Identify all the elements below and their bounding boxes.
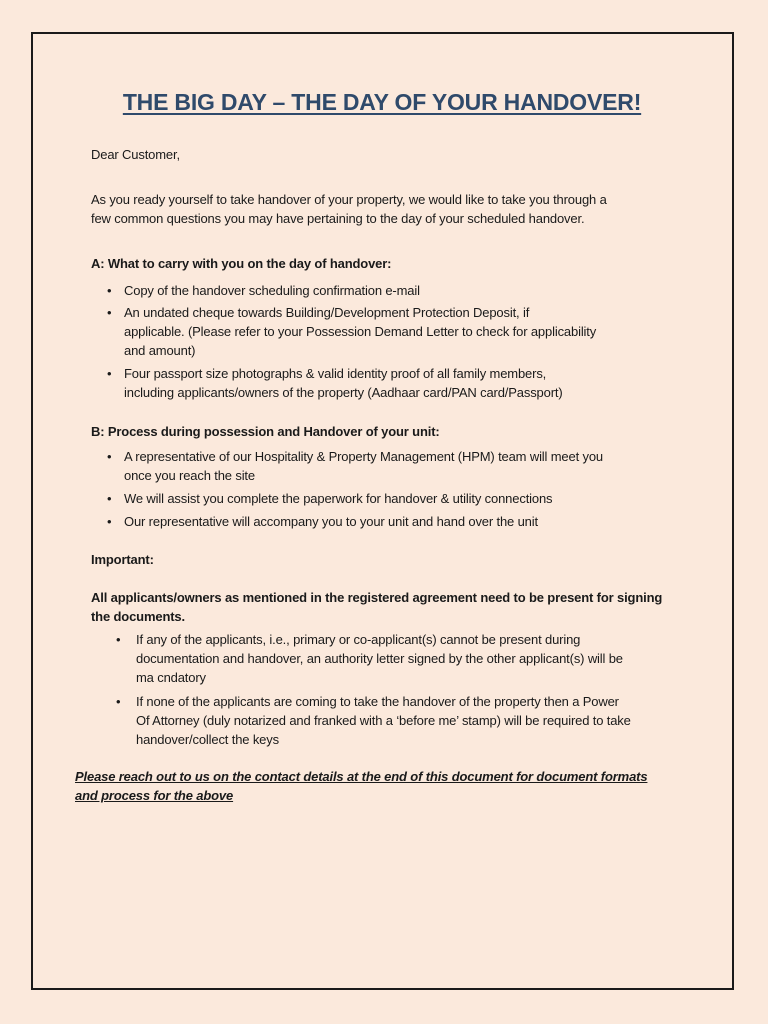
section-a-item-1: Copy of the handover scheduling confirmation e-mail (124, 283, 420, 298)
important-item-2-line-2: Of Attorney (duly notarized and franked with a ‘before me’ stamp) will be required to take (136, 713, 631, 728)
bullet-icon: • (116, 694, 121, 709)
important-statement-line-1: All applicants/owners as mentioned in the registered agreement need to be present for signing (91, 590, 663, 605)
bullet-icon: • (116, 632, 121, 647)
document-title: THE BIG DAY – THE DAY OF YOUR HANDOVER! (122, 89, 642, 115)
bullet-icon: • (107, 305, 112, 320)
bullet-icon: • (107, 366, 112, 381)
greeting: Dear Customer, (91, 147, 180, 162)
important-item-2-line-3: handover/collect the keys (136, 732, 279, 747)
bullet-icon: • (107, 283, 112, 298)
bullet-icon: • (107, 491, 112, 506)
important-item-2-line-1: If none of the applicants are coming to take the handover of the property then a Power (136, 694, 619, 709)
intro-line-2: few common questions you may have pertaining to the day of your scheduled handover. (91, 211, 585, 226)
section-b-item-2: We will assist you complete the paperwork for handover & utility connections (124, 491, 553, 506)
bullet-icon: • (107, 449, 112, 464)
important-item-1-line-1: If any of the applicants, i.e., primary or co-applicant(s) cannot be present during (136, 632, 581, 647)
section-a-item-2-line-2: applicable. (Please refer to your Possession Demand Letter to check for applicability (124, 324, 597, 339)
important-heading: Important: (91, 552, 154, 567)
section-b-item-3: Our representative will accompany you to your unit and hand over the unit (124, 514, 538, 529)
bullet-icon: • (107, 514, 112, 529)
section-a-item-3-line-1: Four passport size photographs & valid identity proof of all family members, (124, 366, 547, 381)
intro-line-1: As you ready yourself to take handover of your property, we would like to take you through a (91, 192, 607, 207)
important-statement-line-2: the documents. (91, 609, 185, 624)
section-b-item-1-line-1: A representative of our Hospitality & Property Management (HPM) team will meet you (124, 449, 604, 464)
section-b-heading: B: Process during possession and Handover of your unit: (91, 424, 440, 439)
section-a-item-2-line-3: and amount) (124, 343, 196, 358)
important-item-1-line-3: ma cndatory (136, 670, 206, 685)
important-item-1-line-2: documentation and handover, an authority letter signed by the other applicant(s) will be (136, 651, 623, 666)
section-b-item-1-line-2: once you reach the site (124, 468, 255, 483)
closing-note-line-1: Please reach out to us on the contact details at the end of this document for document formats (75, 769, 648, 784)
section-a-item-3-line-2: including applicants/owners of the property (Aadhaar card/PAN card/Passport) (124, 385, 563, 400)
closing-note-line-2: and process for the above (75, 788, 234, 803)
section-a-heading: A: What to carry with you on the day of handover: (91, 256, 392, 271)
section-a-item-2-line-1: An undated cheque towards Building/Development Protection Deposit, if (124, 305, 530, 320)
document-page-border (31, 32, 734, 990)
